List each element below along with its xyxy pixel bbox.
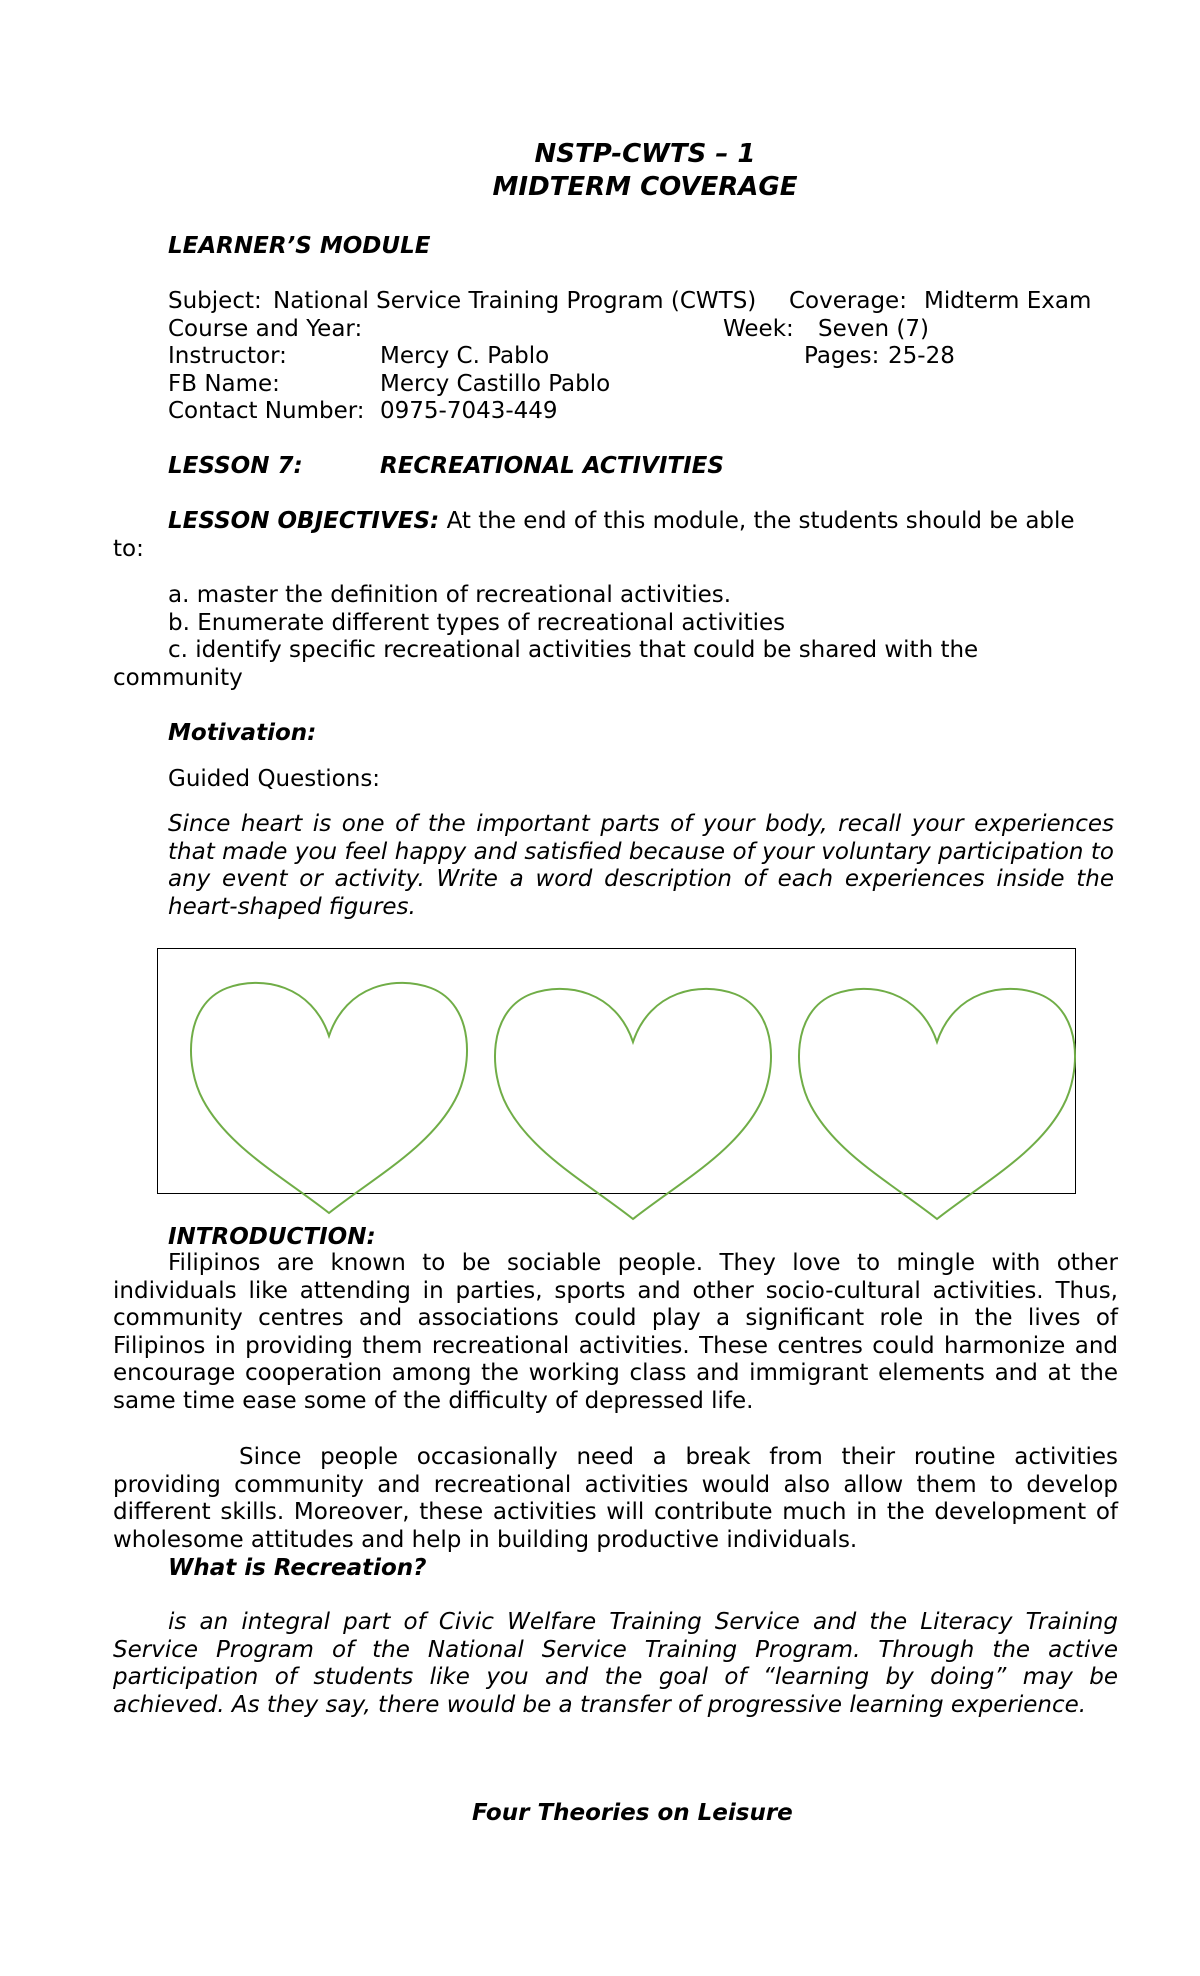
subject-value: National Service Training Program (CWTS) xyxy=(273,288,757,314)
heart-shape-2 xyxy=(495,989,771,1219)
objectives-intro-wrap: to: xyxy=(113,536,144,562)
theories-heading: Four Theories on Leisure xyxy=(472,1800,793,1826)
module-label: LEARNER’S MODULE xyxy=(168,233,431,259)
document-title: NSTP-CWTS – 1 xyxy=(534,139,756,169)
course-year-label: Course and Year: xyxy=(168,316,363,342)
coverage-value: Midterm Exam xyxy=(924,288,1092,314)
document-subtitle: MIDTERM COVERAGE xyxy=(492,172,798,202)
lesson-title: RECREATIONAL ACTIVITIES xyxy=(380,453,724,479)
objectives-label: LESSON OBJECTIVES: xyxy=(168,508,440,534)
introduction-paragraph-1: Filipinos are known to be sociable people. They love to mingle with other individuals like attending in parties, sports and other socio-cultural activities. Thus, community centres and associations could play a significant role in the lives of Filipinos in providing them recreational activities. These centres could harmonize and encourage cooperation among the working class and immigrant elements and at the same time ease some of the difficulty of depressed life. xyxy=(113,1250,1118,1414)
fb-name-value: Mercy Castillo Pablo xyxy=(380,371,611,397)
motivation-instruction: Since heart is one of the important parts of your body, recall your experiences that made you feel happy and satisfied because of your voluntary participation to any event or activity. Write a word description of each experiences inside the heart-shaped figures. xyxy=(168,811,1114,920)
motivation-heading: Motivation: xyxy=(168,720,317,746)
fb-name-label: FB Name: xyxy=(168,371,280,397)
week-value: Seven (7) xyxy=(818,316,929,342)
pages-label: Pages: xyxy=(804,343,880,369)
pages-value: 25-28 xyxy=(888,343,955,369)
recreation-definition: is an integral part of Civic Welfare Training Service and the Literacy Training Service Program of the National Service Training Program. Through the active participation of students like you and the goal of “learning by doing” may be achieved. As they say, there would be a transfer of progressive learning experience. xyxy=(113,1609,1118,1718)
instructor-value: Mercy C. Pablo xyxy=(380,343,550,369)
lesson-number: LESSON 7: xyxy=(168,453,303,479)
objective-b: b. Enumerate different types of recreational activities xyxy=(168,610,786,636)
recreation-heading: What is Recreation? xyxy=(168,1555,427,1581)
heart-shape-1 xyxy=(191,983,467,1213)
contact-number-value: 0975-7043-449 xyxy=(380,398,558,424)
objectives-intro-text: At the end of this module, the students should be able xyxy=(446,508,1075,534)
objective-c: c. identify specific recreational activities that could be shared with the xyxy=(168,637,979,663)
coverage-label: Coverage: xyxy=(789,288,907,314)
week-label: Week: xyxy=(723,316,794,342)
introduction-paragraph-2: Since people occasionally need a break from their routine activities providing community and recreational activities would also allow them to develop different skills. Moreover, these activities will contribute much in the development of wholesome attitudes and help in building productive individuals. xyxy=(113,1444,1118,1553)
instructor-label: Instructor: xyxy=(168,343,287,369)
subject-label: Subject: xyxy=(168,288,262,314)
objective-c-wrap: community xyxy=(113,665,243,691)
guided-questions-label: Guided Questions: xyxy=(168,766,381,792)
objective-a: a. master the definition of recreational activities. xyxy=(168,582,732,608)
contact-number-label: Contact Number: xyxy=(168,398,365,424)
heart-shape-3 xyxy=(799,989,1075,1219)
introduction-heading: INTRODUCTION: xyxy=(168,1224,376,1250)
